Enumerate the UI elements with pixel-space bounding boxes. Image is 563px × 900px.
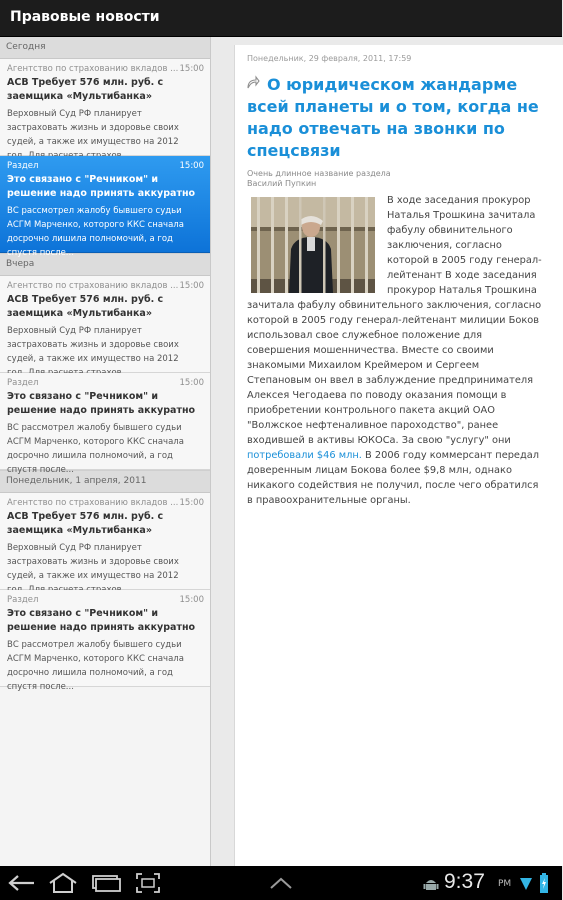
fullscreen-icon[interactable]	[136, 873, 160, 893]
news-list-item[interactable]	[0, 59, 210, 156]
item-time: 15:00	[179, 161, 204, 171]
item-category: Агентство по страхованию вкладов ...	[7, 281, 179, 291]
item-headline: АСВ Требует 576 млн. руб. с заемщика «Мультибанка»	[7, 294, 164, 319]
app-title: Правовые новости	[10, 9, 160, 25]
item-time: 15:00	[179, 378, 204, 388]
item-snippet: Верховный Суд РФ планирует застраховать жизнь и здоровье своих судей, а также их имущество на 2012	[7, 109, 179, 147]
battery-icon	[539, 872, 549, 894]
item-snippet: Верховный Суд РФ планирует застраховать жизнь и здоровье своих судей, а также их имущество на 2012	[7, 543, 179, 581]
item-snippet: Верховный Суд РФ планирует застраховать жизнь и здоровье своих судей, а также их имущество на 2012	[7, 326, 179, 364]
article-section: Очень длинное название раздела	[247, 169, 391, 178]
item-time: 15:00	[179, 595, 204, 605]
item-snippet: ВС рассмотрел жалобу бывшего судьи АСГМ Марченко, которого ККС сначала досрочно лишила полномочий, а год спустя после...	[7, 423, 184, 475]
article-photo	[251, 197, 375, 293]
section-header-yesterday: Вчера	[0, 253, 210, 276]
article-date: Понедельник, 29 февраля, 2011, 17:59	[247, 54, 412, 63]
news-list-item-selected[interactable]	[0, 156, 210, 258]
article-pane[interactable]	[211, 37, 562, 866]
recent-apps-icon[interactable]	[92, 875, 120, 891]
back-icon[interactable]	[8, 874, 36, 892]
article-link[interactable]: потребовали $46 млн.	[247, 450, 362, 461]
item-headline: АСВ Требует 576 млн. руб. с заемщика «Мультибанка»	[7, 77, 164, 102]
item-category: Раздел	[7, 378, 39, 388]
status-ampm: PM	[498, 879, 512, 889]
item-category: Раздел	[7, 161, 39, 171]
chevron-up-icon[interactable]	[270, 877, 292, 889]
news-list-item[interactable]	[0, 276, 210, 373]
system-bar	[0, 866, 562, 900]
action-bar	[0, 0, 562, 37]
item-headline: Это связано с "Речником" и решение надо принять аккуратно	[7, 608, 196, 633]
news-list-item[interactable]	[0, 493, 210, 590]
item-category: Агентство по страхованию вкладов ...	[7, 498, 179, 508]
android-icon[interactable]	[423, 876, 439, 892]
item-category: Раздел	[7, 595, 39, 605]
item-headline: Это связано с "Речником" и решение надо принять аккуратно	[7, 391, 196, 416]
section-header-today: Сегодня	[0, 37, 210, 59]
home-icon[interactable]	[48, 872, 78, 894]
article-card	[234, 45, 563, 866]
news-list[interactable]	[0, 37, 211, 866]
item-time: 15:00	[179, 498, 204, 508]
article-author: Василий Пупкин	[247, 179, 317, 188]
item-category: Агентство по страхованию вкладов ...	[7, 64, 179, 74]
news-list-item[interactable]	[0, 373, 210, 475]
article-text-2: В 2006 году коммерсант передал доверенным лицам Бокова более $9,8 млн, однако никакого содействия не получил, после чего обратился в правоохранительные органы.	[247, 450, 540, 506]
wifi-icon	[519, 876, 533, 892]
article-text-1: В ходе заседания прокурор Наталья Трошкина зачитала фабулу обвинительного заключения, согласно которой в 2005 году генерал-лейтенант В ходе заседания прокурор Наталья Трошкина зачитала фабулу обвинительного заключения, согласно которой в 2005 году генерал-лейтенант милиции Боков использовал свое служебное положение для совершения мошенничества. Вместе со своими знакомыми Михаилом Креймером и Сергеем Степановым он ввел в заблуждение предпринимателя Алексея Чегодаева по поводу оказания помощи в приобретении контрольного пакета акций ОАО "Волжское нефтеналивное пароходство", ранее входившей в активы ЮКОСа. За свою "услугу" они	[247, 195, 542, 446]
item-headline: АСВ Требует 576 млн. руб. с заемщика «Мультибанка»	[7, 511, 164, 536]
article-body	[247, 193, 543, 508]
item-time: 15:00	[179, 281, 204, 291]
item-snippet: ВС рассмотрел жалобу бывшего судьи АСГМ Марченко, которого ККС сначала досрочно лишила полномочий, а год спустя после...	[7, 206, 184, 258]
news-list-item[interactable]	[0, 590, 210, 692]
item-headline: Это связано с "Речником" и решение надо принять аккуратно	[7, 174, 196, 199]
section-header-date: Понедельник, 1 апреля, 2011	[0, 470, 210, 493]
item-snippet: ВС рассмотрел жалобу бывшего судьи АСГМ Марченко, которого ККС сначала досрочно лишила полномочий, а год спустя после...	[7, 640, 184, 692]
article-title: О юридическом жандарме всей планеты и о том, когда не надо отвечать на звонки по спецсвязи	[247, 75, 539, 160]
status-clock[interactable]: 9:37	[444, 870, 485, 893]
item-time: 15:00	[179, 64, 204, 74]
